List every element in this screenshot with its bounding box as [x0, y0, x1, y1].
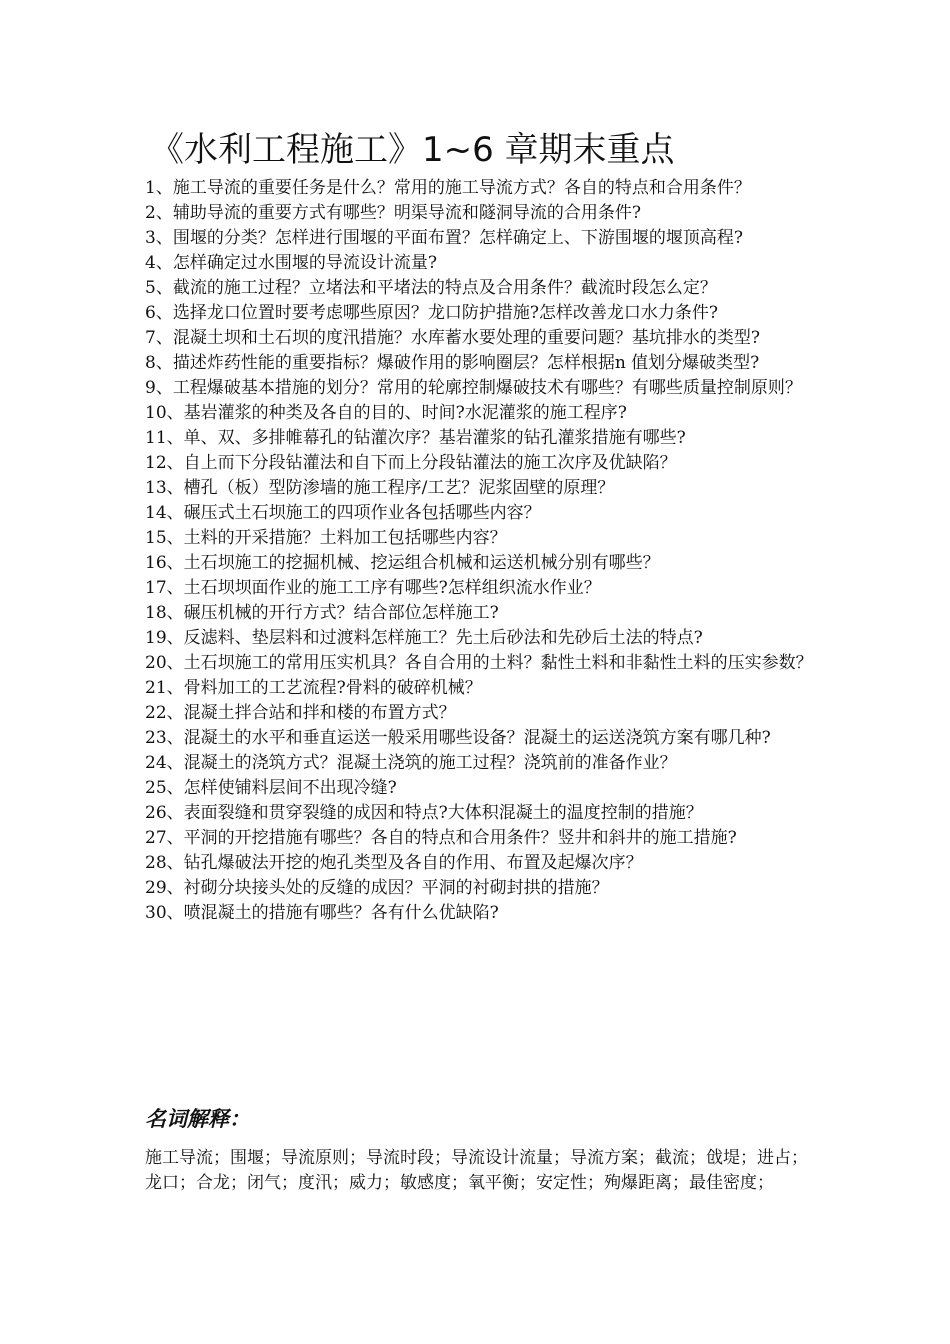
list-item: 1、施工导流的重要任务是什么？常用的施工导流方式？各自的特点和合用条件？ [145, 178, 751, 198]
list-item: 22、混凝土拌合站和拌和楼的布置方式？ [145, 703, 456, 723]
terms-line: 龙口；合龙；闭气；度汛；威力；敏感度；氧平衡；安定性；殉爆距离；最佳密度； [145, 1173, 774, 1193]
list-item: 26、表面裂缝和贯穿裂缝的成因和特点?大体积混凝土的温度控制的措施？ [145, 803, 703, 823]
list-item: 21、骨料加工的工艺流程?骨料的破碎机械？ [145, 678, 482, 698]
list-item: 6、选择龙口位置时要考虑哪些原因？龙口防护措施?怎样改善龙口水力条件? [145, 303, 719, 323]
list-item: 15、土料的开采措施？土料加工包括哪些内容？ [145, 528, 507, 548]
list-item: 30、喷混凝土的措施有哪些？各有什么优缺陷? [145, 903, 499, 923]
list-item: 28、钻孔爆破法开挖的炮孔类型及各自的作用、布置及起爆次序？ [145, 853, 643, 873]
list-item: 17、土石坝坝面作业的施工工序有哪些?怎样组织流水作业？ [145, 578, 601, 598]
list-item: 7、混凝土坝和土石坝的度汛措施？水库蓄水要处理的重要问题？基坑排水的类型? [145, 328, 760, 348]
list-item: 9、工程爆破基本措施的划分？常用的轮廓控制爆破技术有哪些？有哪些质量控制原则？ [145, 378, 802, 398]
terms-block [145, 1146, 817, 1196]
list-item: 20、土石坝施工的常用压实机具？各自合用的土料？黏性土料和非黏性土料的压实参数？ [145, 653, 813, 673]
list-item: 29、衬砌分块接头处的反缝的成因？平洞的衬砌封拱的措施？ [145, 878, 609, 898]
list-item: 24、混凝土的浇筑方式？混凝土浇筑的施工过程？浇筑前的准备作业？ [145, 753, 677, 773]
list-item: 11、单、双、多排帷幕孔的钻灌次序？基岩灌浆的钻孔灌浆措施有哪些? [145, 428, 686, 448]
list-item: 14、碾压式土石坝施工的四项作业各包括哪些内容？ [145, 503, 541, 523]
list-item: 10、基岩灌浆的种类及各自的目的、时间?水泥灌浆的施工程序? [145, 403, 627, 423]
list-item: 8、描述炸药性能的重要指标？爆破作用的影响圈层？怎样根据n 值划分爆破类型? [145, 353, 760, 373]
list-item: 5、截流的施工过程？立堵法和平堵法的特点及合用条件？截流时段怎么定？ [145, 278, 717, 298]
document-title: 《水利工程施工》1~6 章期末重点 [150, 130, 675, 170]
list-item: 13、槽孔（板）型防渗墙的施工程序/工艺？泥浆固壁的原理？ [145, 478, 615, 498]
terms-heading: 名词解释： [145, 1106, 250, 1131]
list-item: 18、碾压机械的开行方式？结合部位怎样施工? [145, 603, 499, 623]
list-item: 23、混凝土的水平和垂直运送一般采用哪些设备？混凝土的运送浇筑方案有哪几种? [145, 728, 771, 748]
terms-line: 施工导流；围堰；导流原则；导流时段；导流设计流量；导流方案；截流；戗堤；进占； [145, 1148, 808, 1168]
list-item: 25、怎样使铺料层间不出现冷缝? [145, 778, 397, 798]
list-item: 12、自上而下分段钻灌法和自下而上分段钻灌法的施工次序及优缺陷？ [145, 453, 677, 473]
list-item: 4、怎样确定过水围堰的导流设计流量? [145, 253, 437, 273]
list-item: 16、土石坝施工的挖掘机械、挖运组合机械和运送机械分别有哪些？ [145, 553, 660, 573]
question-list [145, 176, 817, 926]
list-item: 19、反滤料、垫层料和过渡料怎样施工？先土后砂法和先砂后土法的特点? [145, 628, 703, 648]
list-item: 27、平洞的开挖措施有哪些？各自的特点和合用条件？竖井和斜井的施工措施? [145, 828, 737, 848]
list-item: 2、辅助导流的重要方式有哪些？明渠导流和隧洞导流的合用条件? [145, 203, 641, 223]
list-item: 3、围堰的分类？怎样进行围堰的平面布置？怎样确定上、下游围堰的堰顶高程? [145, 228, 743, 248]
